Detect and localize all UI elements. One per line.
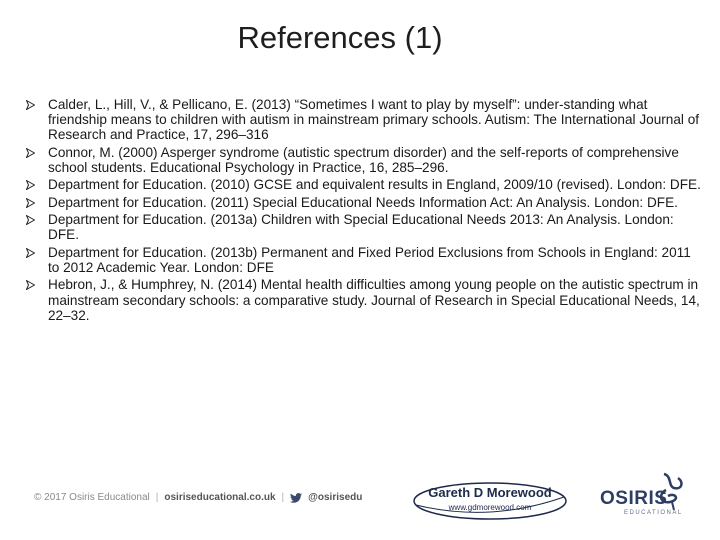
osiris-logo: [598, 470, 688, 532]
arrow-bullet-icon: [26, 198, 35, 208]
reference-text: Department for Education. (2013b) Permanent and Fixed Period Exclusions from Schools in England: 2011 to 2012 Academic Year. London: DFE: [48, 244, 691, 275]
reference-item: [24, 177, 704, 192]
footer-website-link[interactable]: osiriseducational.co.uk: [164, 492, 276, 503]
reference-item: [24, 245, 704, 275]
reference-item: [24, 145, 704, 175]
arrow-bullet-icon: [26, 280, 35, 290]
osiris-wordmark: OSIRIS: [600, 488, 668, 509]
reference-text: Department for Education. (2011) Special Educational Needs Information Act: An Analysis. London: DFE.: [48, 194, 678, 210]
reference-text: Connor, M. (2000) Asperger syndrome (autistic spectrum disorder) and the self-reports of comprehensive school students. Educational Psychology in Practice, 16, 285–296.: [48, 144, 679, 175]
arrow-bullet-icon: [26, 248, 35, 258]
arrow-bullet-icon: [26, 215, 35, 225]
gdm-url: www.gdmorewood.com: [448, 503, 532, 512]
footer: [0, 470, 720, 540]
slide-title: References (1): [237, 20, 443, 55]
reference-item: [24, 97, 704, 143]
gareth-morewood-logo: [410, 479, 570, 523]
osiris-subtitle: EDUCATIONAL: [624, 510, 683, 516]
reference-text: Calder, L., Hill, V., & Pellicano, E. (2013) “Sometimes I want to play by myself”: under-standing what friendship means to children with autism in mainstream primary schools. Autism: The International Journal of Research and Practice, 17, 296–316: [48, 97, 700, 143]
footer-copyright: © 2017 Osiris Educational: [34, 492, 150, 503]
twitter-icon: [290, 493, 302, 503]
reference-item: [24, 277, 704, 323]
gdm-name: Gareth D Morewood: [428, 485, 552, 500]
footer-bar: [34, 492, 362, 503]
reference-text: Hebron, J., & Humphrey, N. (2014) Mental health difficulties among young people on the autistic spectrum in mainstream secondary schools: a comparative study. Journal of Research in Special Educational Needs, 14, 22–32.: [48, 277, 700, 323]
footer-separator: |: [155, 492, 159, 503]
arrow-bullet-icon: [26, 180, 35, 190]
reference-list: [24, 97, 704, 325]
reference-text: Department for Education. (2010) GCSE and equivalent results in England, 2009/10 (revised). London: DFE.: [48, 177, 701, 193]
arrow-bullet-icon: [26, 148, 35, 158]
reference-item: [24, 212, 704, 242]
arrow-bullet-icon: [26, 100, 35, 110]
reference-text: Department for Education. (2013a) Children with Special Educational Needs 2013: An Analysis. London: DFE.: [48, 212, 674, 243]
reference-item: [24, 195, 704, 210]
footer-twitter-handle[interactable]: @osirisedu: [308, 492, 363, 503]
footer-separator: |: [281, 492, 285, 503]
